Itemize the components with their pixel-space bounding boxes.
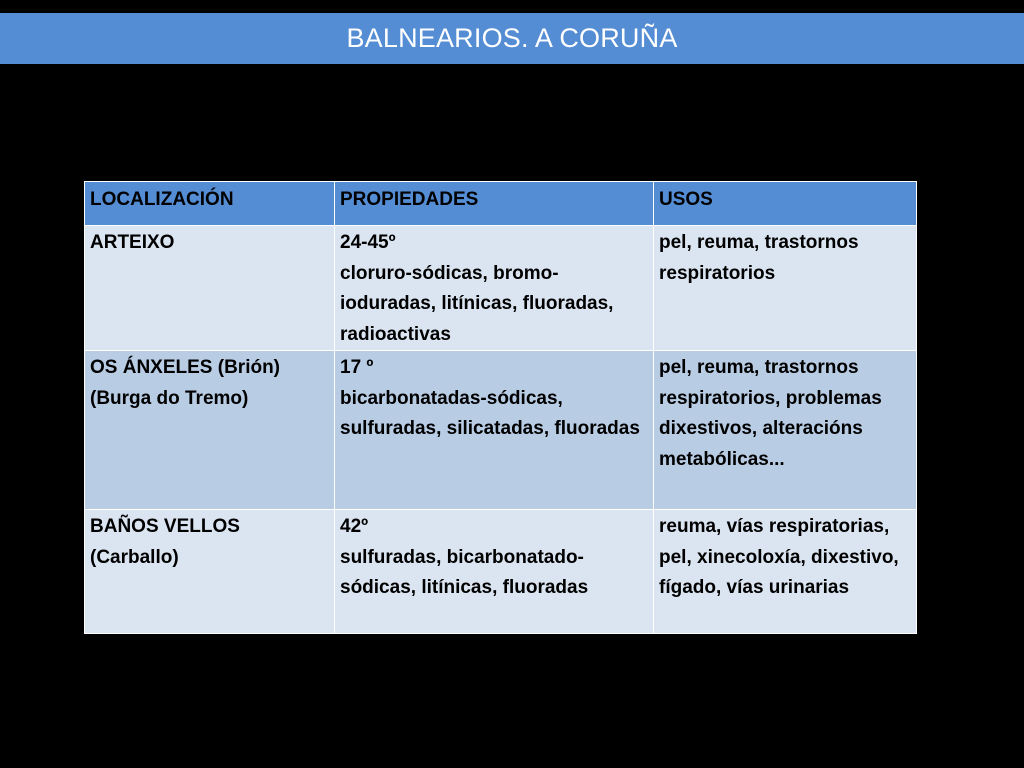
cell-usos: pel, reuma, trastornos respiratorios bbox=[654, 226, 917, 351]
table-row bbox=[85, 510, 917, 634]
header-localizacion: LOCALIZACIÓN bbox=[85, 182, 335, 226]
cell-localizacion: OS ÁNXELES (Brión) (Burga do Tremo) bbox=[85, 351, 335, 510]
cell-usos: pel, reuma, trastornos respiratorios, problemas dixestivos, alteracións metabólicas... bbox=[654, 351, 917, 510]
balnearios-table-container bbox=[84, 181, 916, 634]
table-header-row bbox=[85, 182, 917, 226]
table-row bbox=[85, 226, 917, 351]
cell-localizacion: BAÑOS VELLOS (Carballo) bbox=[85, 510, 335, 634]
cell-usos: reuma, vías respiratorias, pel, xinecoloxía, dixestivo, fígado, vías urinarias bbox=[654, 510, 917, 634]
cell-propiedades: 17 º bicarbonatadas-sódicas, sulfuradas, silicatadas, fluoradas bbox=[335, 351, 654, 510]
cell-propiedades: 42º sulfuradas, bicarbonatado-sódicas, litínicas, fluoradas bbox=[335, 510, 654, 634]
balnearios-table bbox=[84, 181, 917, 634]
cell-propiedades: 24-45º cloruro-sódicas, bromo-ioduradas, litínicas, fluoradas, radioactivas bbox=[335, 226, 654, 351]
slide-title: BALNEARIOS. A CORUÑA bbox=[346, 23, 678, 53]
header-usos: USOS bbox=[654, 182, 917, 226]
table-row bbox=[85, 351, 917, 510]
cell-localizacion: ARTEIXO bbox=[85, 226, 335, 351]
title-bar bbox=[0, 13, 1024, 64]
header-propiedades: PROPIEDADES bbox=[335, 182, 654, 226]
